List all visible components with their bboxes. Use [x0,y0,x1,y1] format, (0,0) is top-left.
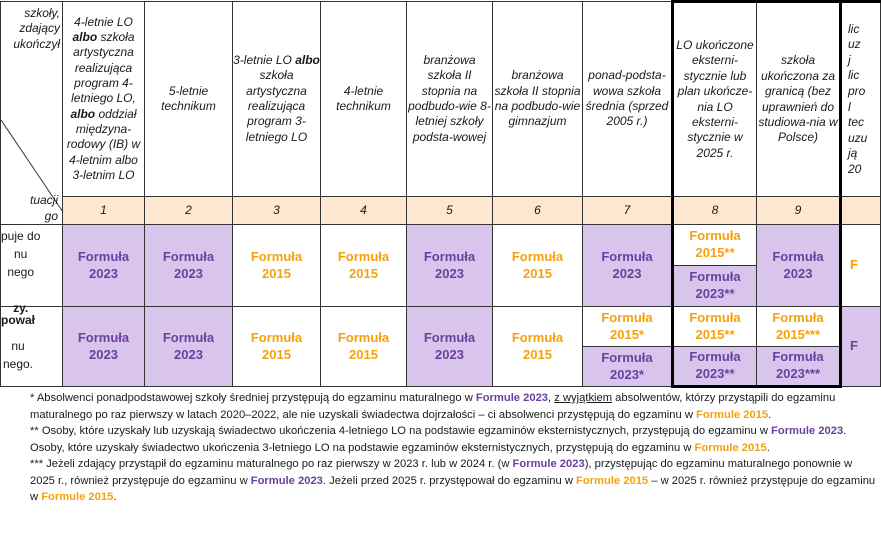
col-number-9: 9 [757,197,841,225]
col-header-8: LO ukończone eksterni-stycznie lub plan ukończe-nia LO eksterni-stycznie w 2025 r. [673,2,757,197]
cell-r1-c8-top: Formuła 2015** [673,225,757,266]
cell-r1-c5: Formuła 2023 [407,225,493,307]
col-number-5: 5 [407,197,493,225]
cell-r1-c3: Formuła 2015 [233,225,321,307]
col-number-7: 7 [583,197,673,225]
col-header-5: branżowa szkoła II stopnia na podbudo-wie 8-letniej szkoły podsta-wowej [407,2,493,197]
cell-r1-c1: Formuła 2023 [63,225,145,307]
footnote-2: ** Osoby, które uzyskały lub uzyskają świadectwo ukończenia 4-letniego LO na podstawie egzaminów eksternistycznych, przystępują do egzaminu w Formule 2023. Osoby, które uzyskały świadectwo ukończenia 3-letniego LO na podstawie egzaminów eksternistycznych, przystępują do egzaminu w Formule 2015. [30,425,847,454]
cell-r2-c8-top: Formuła 2015** [673,307,757,347]
cell-r1-c9: Formuła 2023 [757,225,841,307]
cell-r2-c9-bottom: Formuła 2023*** [757,347,841,387]
col-number-3: 3 [233,197,321,225]
corner-diagonal-line [1,2,63,224]
cell-r1-c7: Formuła 2023 [583,225,673,307]
cell-r1-c6: Formuła 2015 [493,225,583,307]
corner-header [1,2,63,225]
cell-r1-c8-bottom: Formuła 2023** [673,266,757,307]
cell-r1-c4: Formuła 2015 [321,225,407,307]
cell-r2-c9-top: Formuła 2015*** [757,307,841,347]
col-header-6: branżowa szkoła II stopnia na podbudo-wie gimnazjum [493,2,583,197]
corner-bottom-text: tuacji go [29,193,58,223]
col-number-4: 4 [321,197,407,225]
corner-top-text: szkoły, zdający ukończył [13,6,60,51]
cell-r2-c7-bottom: Formuła 2023* [583,347,673,387]
col-header-9: szkoła ukończona za granicą (bez uprawnień do studiowa-nia w Polsce) [757,2,841,197]
cell-r2-c1: Formuła 2023 [63,307,145,387]
cell-r2-c7-top: Formuła 2015* [583,307,673,347]
footnotes [30,390,880,506]
col-header-4: 4-letnie technikum [321,2,407,197]
cell-r2-c10: F [841,307,881,387]
col-number-8: 8 [673,197,757,225]
cell-r2-c4: Formuła 2015 [321,307,407,387]
cell-r2-c5: Formuła 2023 [407,307,493,387]
row-label-first-exam: puje do nu nego zy. [1,225,63,307]
footnote-3: *** Jeżeli zdający przystąpił do egzaminu maturalnego po raz pierwszy w 2023 r. lub w 2024 r. (w Formule 2023), przystępując do egzaminu maturalnego ponownie w 2025 r., również przystępuje do egzaminu w Formule 2023. Jeżeli przed 2025 r. przystępował do egzaminu w Formule 2015 – w 2025 r. również przystępuje do egzaminu w Formule 2015. [30,458,876,503]
col-header-7: ponad-podsta-wowa szkoła średnia (sprzed 2005 r.) [583,2,673,197]
col-number-2: 2 [145,197,233,225]
col-header-2: 5-letnie technikum [145,2,233,197]
cell-r1-c2: Formuła 2023 [145,225,233,307]
col-number-1: 1 [63,197,145,225]
cell-r2-c8-bottom: Formuła 2023** [673,347,757,387]
cell-r2-c6: Formuła 2015 [493,307,583,387]
cell-r2-c2: Formuła 2023 [145,307,233,387]
col-number-10 [841,197,881,225]
col-header-3: 3-letnie LO albo szkoła artystyczna realizująca program 3-letniego LO [233,2,321,197]
col-header-1: 4-letnie LO albo szkoła artystyczna realizująca program 4-letniego LO, albo oddział międzyna-rodowy (IB) w 4-letnim albo 3-letnim LO [63,2,145,197]
col-number-6: 6 [493,197,583,225]
cell-r2-c3: Formuła 2015 [233,307,321,387]
col-header-10: lic uz j lic pro l tec uzu ją 20 [841,2,881,197]
footnote-1: * Absolwenci ponadpodstawowej szkoły średniej przystępują do egzaminu maturalnego w Formule 2023, z wyjątkiem absolwentów, którzy przystąpili do egzaminu maturalnego po raz pierwszy w latach 2020–2022, ale nie uzyskali świadectwa dojrzałości – ci absolwenci przystępują do egzaminu w Formule 2015. [30,392,836,421]
cell-r1-c10: F [841,225,881,307]
row-label-retake: pował nu nego. [1,307,63,387]
